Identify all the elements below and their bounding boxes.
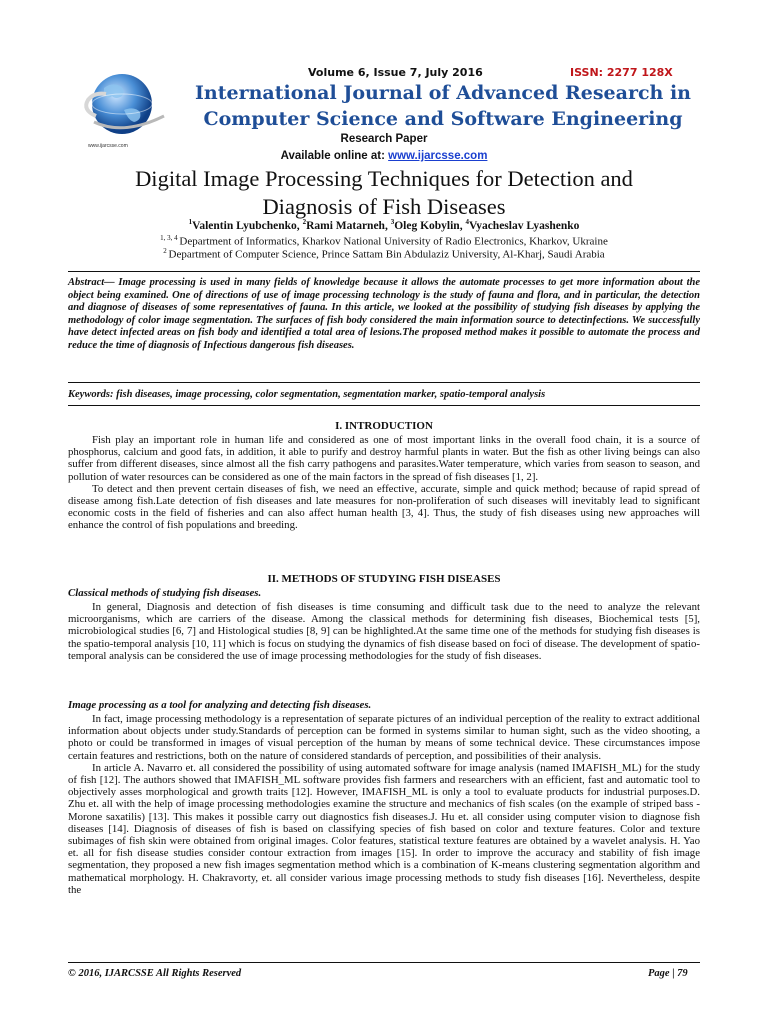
available-online xyxy=(0,150,768,162)
affiliation-1-text: Department of Informatics, Kharkov National University of Radio Electronics, Kharkov, Ukraine xyxy=(179,235,608,248)
journal-title-line2: Computer Science and Software Engineering xyxy=(203,108,683,130)
journal-title-line1: International Journal of Advanced Research in xyxy=(195,82,691,104)
methods-paragraph-3: In article A. Navarro et. all considered the possibility of using automated software for image analysis (named IMAFISH_ML) for the study of fish [12]. The authors showed that IMAFISH_ML software provides fish farmers and researchers with an efficient, fast and automatic tool to objectively asses morphological and growth traits [12]. However, IMAFISH_ML is only a tool to evaluate products for industrial purposes.D. Zhu et. all with the help of image processing methodologies examine the structure and mechanics of fish scales (on the example of striped bass - Morone saxatilis) [13]. This makes it possible carry out diagnostics fish diseases.J. Hu et. all consider using computer vision to diagnose fish diseases [14]. Diagnosis of diseases of fish is based on classifying species of fish based on color and texture features. Color and texture subimages of fish skin were obtained from original images. Color features, statistical texture features are obtained by a wavelet analysis. H. Yao et. all for fish disease studies consider contour extraction from images [15]. In order to improve the accuracy and stability of fish image segmentation, they proposed a new fish images segmentation method which is a combination of K-means clustering segmentation algorithm and mathematical morphology. H. Chakravorty, et. all consider various image processing methods to study fish diseases [16]. Nevertheless, despite the xyxy=(68,761,700,896)
website-link[interactable]: www.ijarcsse.com xyxy=(388,150,488,162)
divider-footer xyxy=(68,962,700,963)
section-2-body-a xyxy=(68,601,700,662)
title-line1: Digital Image Processing Techniques for Detection and xyxy=(135,166,633,191)
copyright: © 2016, IJARCSSE All Rights Reserved xyxy=(68,968,242,979)
section-2-heading: II. METHODS OF STUDYING FISH DISEASES xyxy=(267,573,501,585)
author-4-sup: 4 xyxy=(465,218,469,226)
keywords: Keywords: fish diseases, image processing, color segmentation, segmentation marker, spatio-temporal analysis xyxy=(68,389,546,400)
title-line2: Diagnosis of Fish Diseases xyxy=(262,194,506,219)
logo-caption: www.ijarcsse.com xyxy=(88,143,128,149)
intro-paragraph-2: To detect and then prevent certain diseases of fish, we need an effective, accurate, simple and quick method; because of rapid spread of disease among fish.Late detection of fish diseases and late measures for non-proliferation of such diseases will inevitably lead to significant economic costs in the field of fisheries and can also affect human health [3, 4]. Thus, the study of fish diseases using new approaches will enhance the control of fish populations and breeding. xyxy=(68,482,700,532)
affiliation-1 xyxy=(0,234,768,248)
subsection-image-processing: Image processing as a tool for analyzing and detecting fish diseases. xyxy=(68,699,372,711)
author-2-sup: 2 xyxy=(302,218,307,226)
journal-title xyxy=(188,80,698,132)
author-2: Rami Matarneh, xyxy=(306,219,391,232)
divider-keywords xyxy=(68,405,700,406)
divider-abstract xyxy=(68,382,700,383)
methods-paragraph-1: In general, Diagnosis and detection of fish diseases is time consuming and difficult task due to the need to analyze the relevant microorganisms, which are carriers of the disease. Among the classical methods for determining fish diseases, Biochemical tests [5], microbiological studies [6, 7] and Histological studies [8, 9] can be highlighted.At the same time one of the methods for studying fish diseases is the spatio-temporal analysis [10, 11] which is focus on studying the dynamics of fish disease based on foci of disease. The development of spatio-temporal analysis can be considered the use of image processing methodologies for the study of fish diseases. xyxy=(68,601,700,662)
intro-paragraph-1: Fish play an important role in human life and considered as one of most important links in the overall food chain, it is a source of phosphorus, calcium and good fats, in addition, it able to purify and destroy harmful plants in water. But the fish as other living beings can also suffer from different diseases, since almost all the fish carry pathogens and parasites.Water temperature, which varies from season to season, and pollution of water resources can be considered as one of the main factors in the spread of fish diseases [1, 2]. xyxy=(68,434,700,483)
subsection-classical-methods: Classical methods of studying fish diseases. xyxy=(68,587,262,599)
affiliation-1-sup: 1, 3, 4 xyxy=(160,234,180,242)
affiliation-2-sup: 2 xyxy=(163,247,169,255)
author-list xyxy=(0,218,768,232)
affiliation-2 xyxy=(0,247,768,261)
paper-type: Research Paper xyxy=(340,133,428,145)
issn: ISSN: 2277 128X xyxy=(570,66,673,79)
author-1: Valentin Lyubchenko, xyxy=(192,219,303,232)
methods-paragraph-2: In fact, image processing methodology is a representation of separate pictures of an individual perception of the reality to extract additional information about objects under study.Standards of perception can be formed in systems similar to human sight, such as the video shooting, a photo or could be transformed in images of visual perception of the human by means of some technical device. These circumstances impose certain features and restrictions, both on the nature of considered standards of perception, and possibilities of their analysis. xyxy=(68,713,700,762)
section-2-body-b xyxy=(68,713,700,896)
author-3-sup: 3 xyxy=(390,218,395,226)
section-1-heading: I. INTRODUCTION xyxy=(335,420,433,432)
author-1-sup: 1 xyxy=(188,218,193,226)
available-label: Available online at: xyxy=(280,150,389,162)
section-1-body xyxy=(68,434,700,532)
divider-top xyxy=(68,271,700,272)
page-number: Page | 79 xyxy=(648,968,688,979)
author-3: Oleg Kobylin, xyxy=(394,219,466,232)
abstract: Abstract— Image processing is used in many fields of knowledge because it allows the automate processes to get more information about the object being examined. One of directions of use of image processing technology is the study of fauna and flora, and in particular, the detection and diagnose of diseases of some representatives of fauna. In this article, we looked at the possibility of studying fish diseases by applying the methodology of color image segmentation. The surfaces of fish body considered the main information source to detectinfections. We successfully have detect infected areas on fish body and identified a total area of lesions.The proposed method makes it possible to automate the process and reduce the time of diagnosis of Infectious dangerous fish diseases. xyxy=(68,277,700,351)
paper-title xyxy=(60,165,708,221)
author-4: Vyacheslav Lyashenko xyxy=(468,219,580,232)
affiliation-2-text: Department of Computer Science, Prince Sattam Bin Abdulaziz University, Al-Kharj, Saudi Arabia xyxy=(168,248,605,261)
issue-info: Volume 6, Issue 7, July 2016 xyxy=(308,66,483,79)
